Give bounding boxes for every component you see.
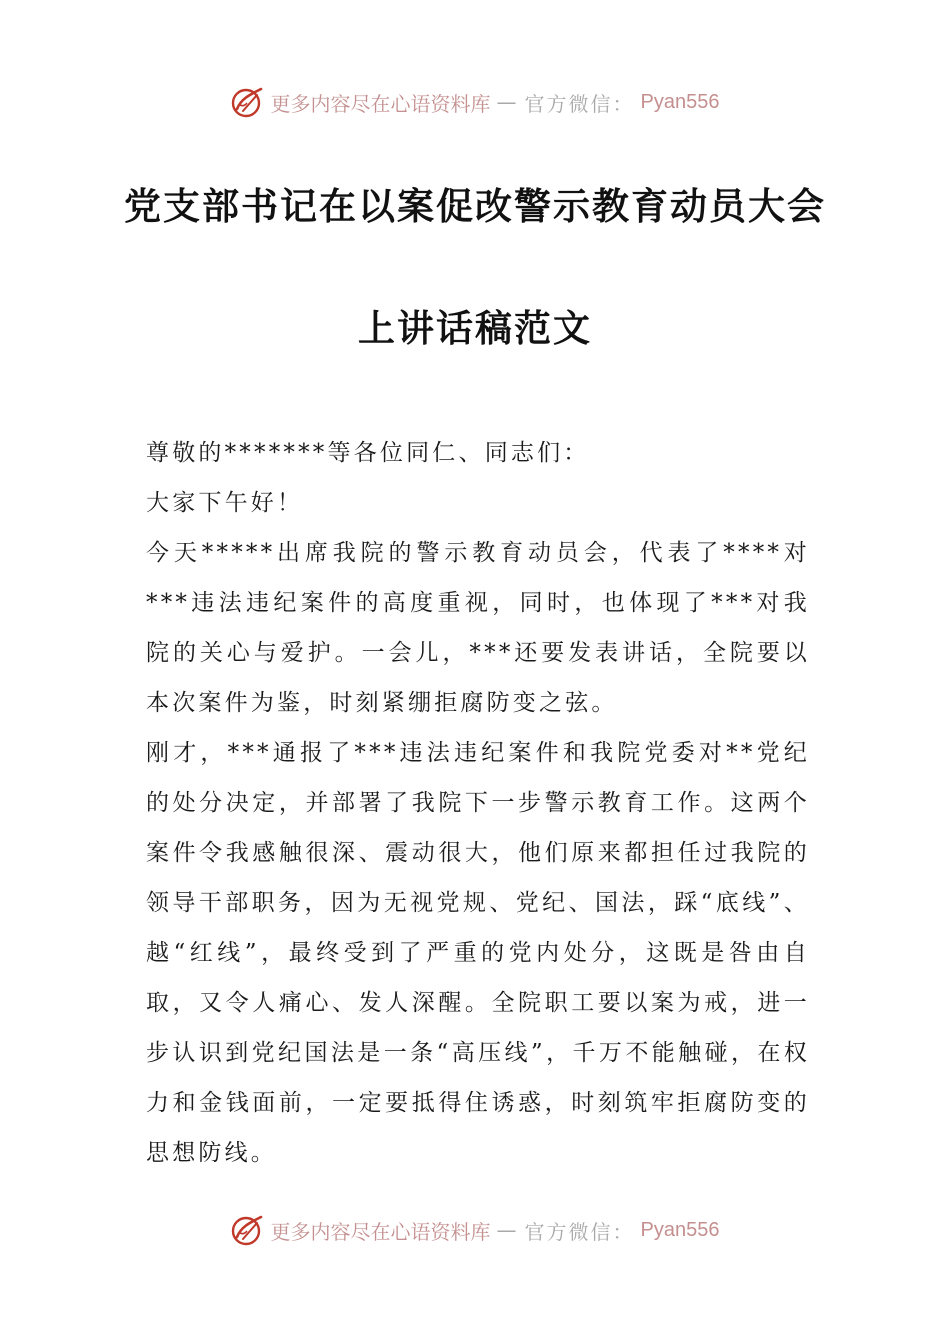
pen-logo-icon <box>231 85 265 119</box>
document-title-line2: 上讲话稿范文 <box>358 307 592 350</box>
watermark-dash: — <box>496 1218 519 1242</box>
pen-logo-icon <box>231 1213 265 1247</box>
body-paragraph: 刚才，***通报了***违法违纪案件和我院党委对**党纪的处分决定，并部署了我院下一步警示教育工作。这两个案件令我感触很深、震动很大，他们原来都担任过我院的领导干部职务，因为无视党规、党纪、国法，踩“底线”、越“红线”，最终受到了严重的党内处分，这既是咎由自取，又令人痛心、发人深醒。全院职工要以案为戒，进一步认识到党纪国法是一条“高压线”，千万不能触碰，在权力和金钱面前，一定要抵得住诱惑，时刻筑牢拒腐防变的思想防线。 <box>146 740 810 1166</box>
watermark-main-text: 更多内容尽在心语资料库 <box>270 91 491 116</box>
watermark-banner-bottom <box>0 1210 950 1250</box>
body-paragraph: 今天*****出席我院的警示教育动员会，代表了****对***违法违纪案件的高度重视，同时，也体现了***对我院的关心与爱护。一会儿，***还要发表讲话，全院要以本次案件为鉴，时刻紧绷拒腐防变之弦。 <box>146 540 810 716</box>
watermark-banner-top <box>0 82 950 122</box>
watermark-id: Pyan556 <box>640 90 720 113</box>
watermark-sub-text: 官方微信： <box>524 1219 635 1244</box>
watermark-main-text: 更多内容尽在心语资料库 <box>270 1219 491 1244</box>
watermark-id: Pyan556 <box>640 1218 720 1241</box>
watermark-dash: — <box>496 90 519 114</box>
document-title-line1: 党支部书记在以案促改警示教育动员大会 <box>124 185 826 228</box>
watermark-sub-text: 官方微信： <box>524 91 635 116</box>
salutation-paragraph: 尊敬的*******等各位同仁、同志们： <box>146 440 590 466</box>
greeting-paragraph: 大家下午好！ <box>146 490 304 516</box>
document-body <box>146 428 810 1178</box>
